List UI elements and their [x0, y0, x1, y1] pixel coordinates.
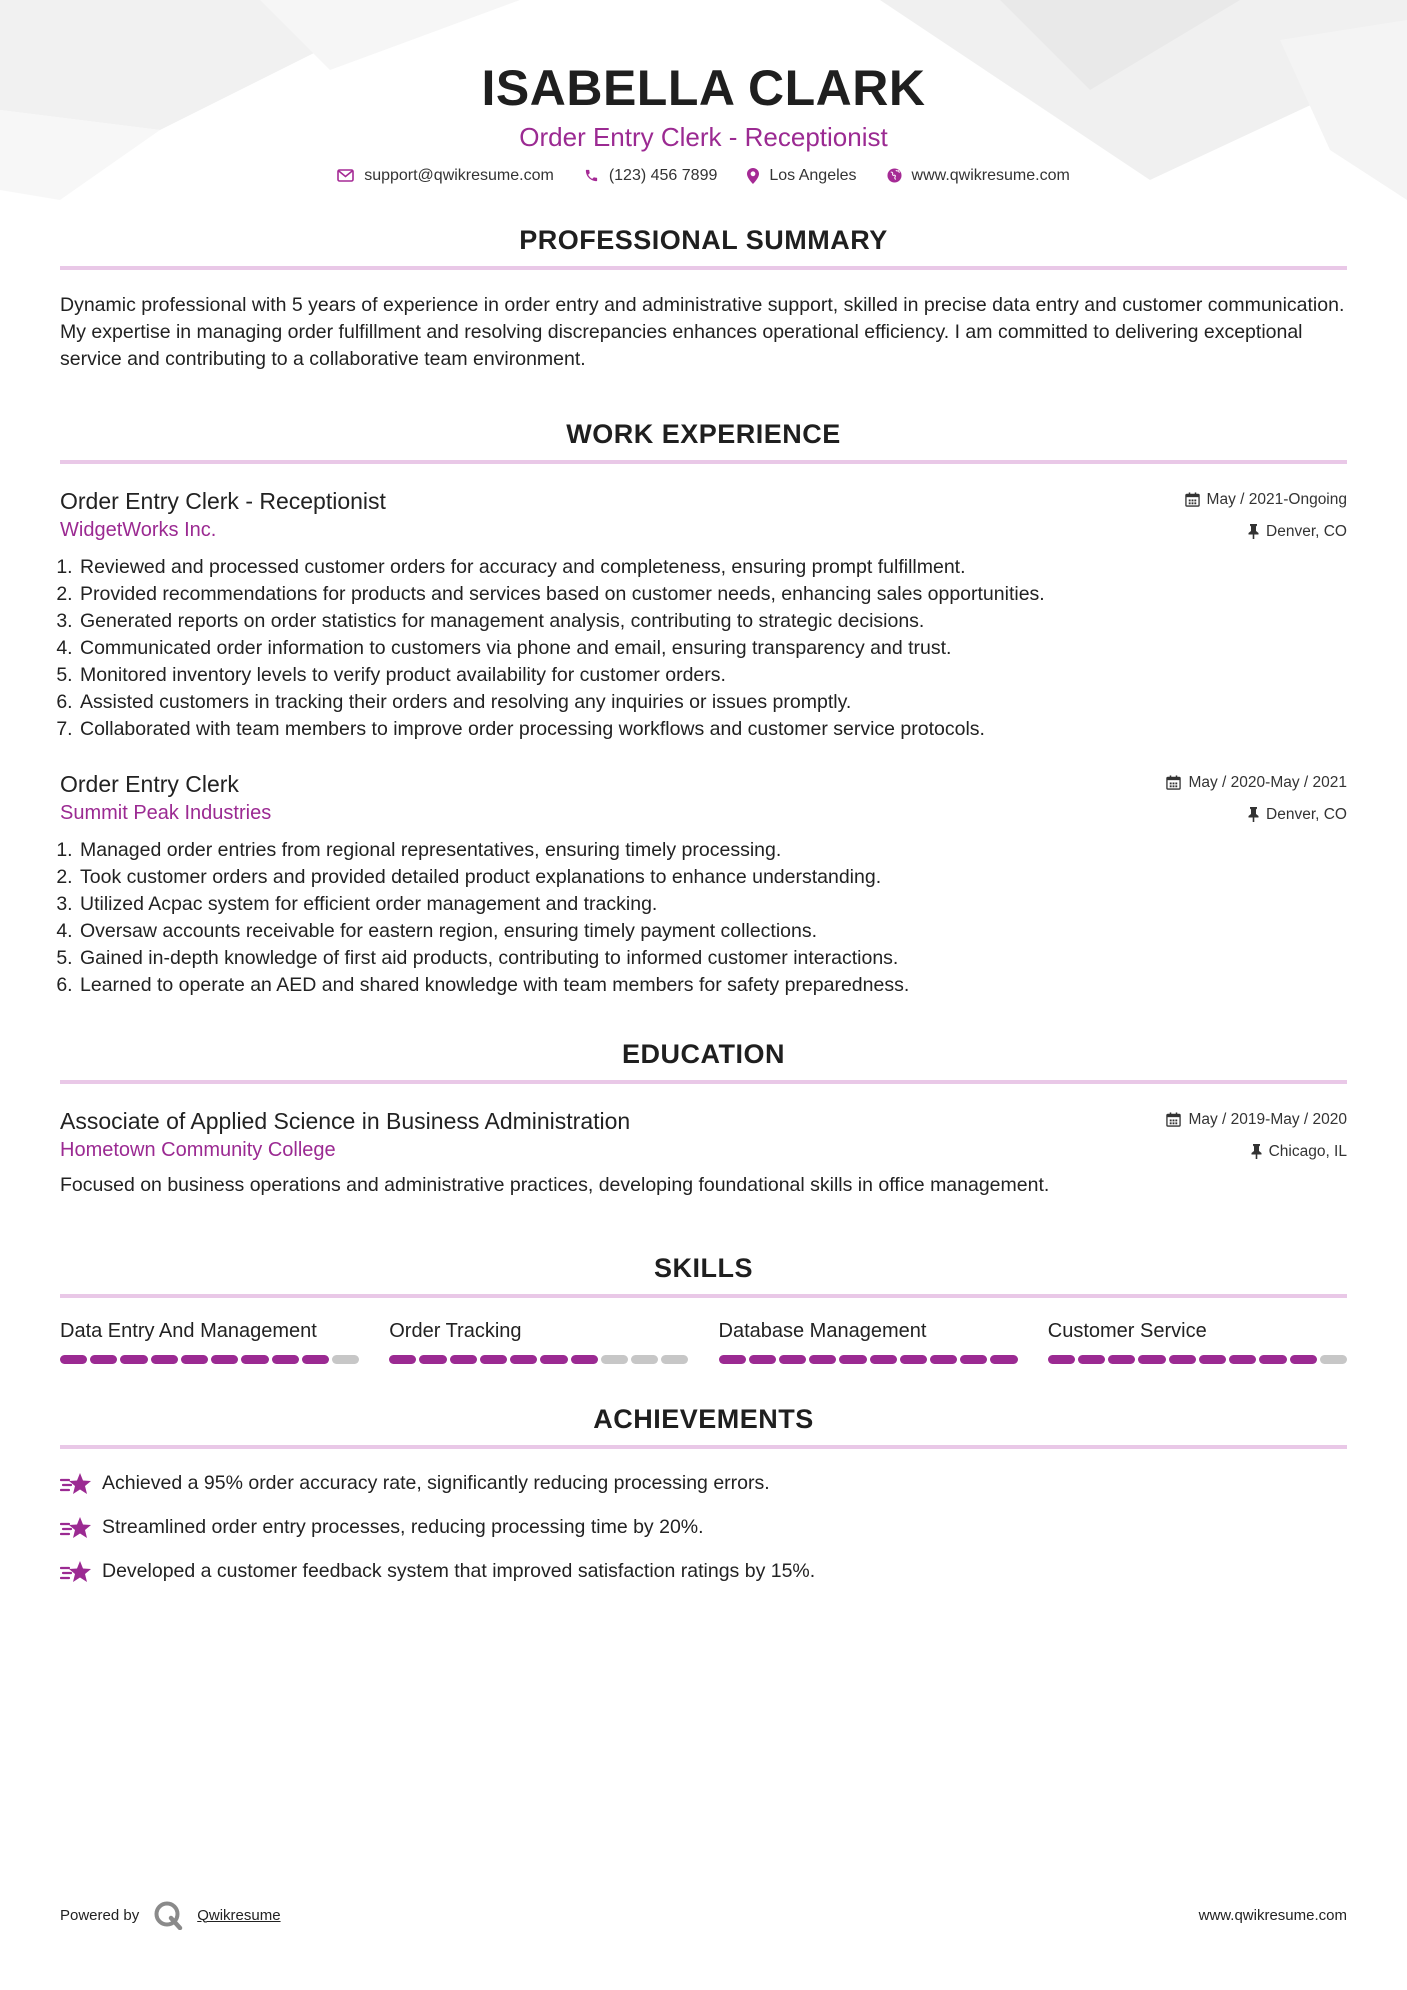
skill-level-segment: [211, 1355, 238, 1364]
qwikresume-link[interactable]: Qwikresume: [197, 1906, 281, 1924]
skill-item: [389, 1320, 688, 1364]
job-entry: [60, 486, 1347, 743]
skill-level-segment: [719, 1355, 746, 1364]
summary-heading: PROFESSIONAL SUMMARY: [60, 225, 1347, 270]
skills-section: [60, 1253, 1347, 1364]
skill-level-segment: [1078, 1355, 1105, 1364]
skill-level-segment: [1259, 1355, 1286, 1364]
education-dates: May / 2019-May / 2020: [1188, 1110, 1347, 1128]
skill-level-segment: [151, 1355, 178, 1364]
duty-item: 4. Oversaw accounts receivable for eastern region, ensuring timely payment collections.: [78, 918, 1347, 945]
contact-email[interactable]: [337, 167, 554, 185]
pushpin-icon: [1248, 524, 1259, 539]
skill-item: [719, 1320, 1018, 1364]
education-description: Focused on business operations and administrative practices, developing foundational skills in office management.: [60, 1173, 1050, 1196]
envelope-icon: [337, 169, 354, 182]
job-location: Denver, CO: [1266, 805, 1347, 823]
job-duties: [60, 554, 1347, 743]
duty-item: 1. Managed order entries from regional representatives, ensuring timely processing.: [78, 837, 1347, 864]
skill-level-segment: [930, 1355, 957, 1364]
achievement-item: [60, 1471, 1347, 1497]
powered-by: [60, 1900, 281, 1930]
duty-item: 7. Collaborated with team members to improve order processing workflows and customer service protocols.: [78, 716, 1347, 743]
experience-section: [60, 419, 1347, 999]
skill-level-segment: [1320, 1355, 1347, 1364]
skill-level-segment: [241, 1355, 268, 1364]
skill-level-bar: [719, 1355, 1018, 1364]
duty-item: 4. Communicated order information to customers via phone and email, ensuring transparency and trust.: [78, 635, 1347, 662]
education-degree: Associate of Applied Science in Business Administration: [60, 1107, 631, 1134]
education-location: Chicago, IL: [1268, 1142, 1347, 1160]
page-footer: [60, 1900, 1347, 1930]
powered-by-label: Powered by: [60, 1906, 140, 1924]
skill-level-segment: [1169, 1355, 1196, 1364]
skill-level-segment: [510, 1355, 537, 1364]
footer-website[interactable]: www.qwikresume.com: [1198, 1906, 1347, 1924]
phone-icon: [584, 168, 599, 183]
skill-level-segment: [749, 1355, 776, 1364]
achievement-text: Developed a customer feedback system that improved satisfaction ratings by 15%.: [102, 1560, 816, 1582]
skill-level-segment: [1199, 1355, 1226, 1364]
skill-level-bar: [1048, 1355, 1347, 1364]
job-company: Summit Peak Industries: [60, 801, 272, 824]
skill-name: Customer Service: [1047, 1319, 1207, 1342]
skill-level-segment: [839, 1355, 866, 1364]
calendar-icon: [1166, 1112, 1181, 1127]
contact-location-text: Los Angeles: [769, 166, 857, 184]
duty-item: 2. Provided recommendations for products and services based on customer needs, enhancing sales opportunities.: [78, 581, 1347, 608]
skill-level-segment: [809, 1355, 836, 1364]
qwikresume-logo-icon: [153, 1900, 183, 1930]
job-duties: [60, 837, 1347, 999]
skill-name: Order Tracking: [389, 1319, 522, 1342]
achievement-item: [60, 1559, 1347, 1585]
duty-item: 6. Learned to operate an AED and shared knowledge with team members for safety preparedness.: [78, 972, 1347, 999]
duty-item: 5. Monitored inventory levels to verify product availability for customer orders.: [78, 662, 1347, 689]
skill-level-segment: [1138, 1355, 1165, 1364]
job-company: WidgetWorks Inc.: [60, 518, 217, 541]
shooting-star-icon: [60, 1559, 92, 1585]
contact-location: [747, 167, 856, 185]
skill-level-segment: [60, 1355, 87, 1364]
skill-level-segment: [900, 1355, 927, 1364]
skill-item: [1048, 1320, 1347, 1364]
contact-bar: [60, 167, 1347, 185]
summary-section: [60, 225, 1347, 373]
skill-level-segment: [419, 1355, 446, 1364]
achievement-text: Streamlined order entry processes, reducing processing time by 20%.: [102, 1516, 704, 1538]
candidate-name: ISABELLA CLARK: [481, 60, 926, 116]
calendar-icon: [1185, 492, 1200, 507]
duty-item: 1. Reviewed and processed customer orders for accuracy and completeness, ensuring prompt fulfillment.: [78, 554, 1347, 581]
duty-item: 2. Took customer orders and provided detailed product explanations to enhance understanding.: [78, 864, 1347, 891]
skill-name: Database Management: [718, 1319, 927, 1342]
shooting-star-icon: [60, 1471, 92, 1497]
job-entry: [60, 769, 1347, 999]
contact-phone[interactable]: [584, 167, 718, 185]
duty-item: 5. Gained in-depth knowledge of first aid products, contributing to informed customer interactions.: [78, 945, 1347, 972]
achievements-section: [60, 1404, 1347, 1585]
globe-icon: [887, 168, 902, 183]
skill-level-segment: [332, 1355, 359, 1364]
skill-level-segment: [181, 1355, 208, 1364]
skill-level-segment: [120, 1355, 147, 1364]
contact-website[interactable]: [887, 167, 1070, 185]
skill-item: [60, 1320, 359, 1364]
skills-heading: SKILLS: [60, 1253, 1347, 1298]
skills-list: [60, 1320, 1347, 1364]
skill-level-segment: [1108, 1355, 1135, 1364]
contact-email-text: support@qwikresume.com: [364, 166, 554, 184]
skill-level-segment: [960, 1355, 987, 1364]
job-title: Order Entry Clerk: [60, 770, 239, 797]
skill-level-segment: [540, 1355, 567, 1364]
skill-level-segment: [631, 1355, 658, 1364]
duty-item: 3. Generated reports on order statistics for management analysis, contributing to strategic decisions.: [78, 608, 1347, 635]
skill-level-segment: [302, 1355, 329, 1364]
summary-text: Dynamic professional with 5 years of experience in order entry and administrative support, skilled in precise data entry and customer communication. My expertise in managing order fulfillment and resolving discrepancies enhances operational efficiency. I am committed to delivering exceptional service and contributing to a collaborative team environment.: [60, 293, 1345, 370]
achievement-text: Achieved a 95% order accuracy rate, significantly reducing processing errors.: [102, 1472, 770, 1494]
education-section: [60, 1039, 1347, 1197]
achievement-item: [60, 1515, 1347, 1541]
skill-level-segment: [1290, 1355, 1317, 1364]
map-pin-icon: [747, 168, 759, 184]
calendar-icon: [1166, 775, 1181, 790]
resume-header: [60, 0, 1347, 185]
skill-level-segment: [779, 1355, 806, 1364]
skill-level-bar: [389, 1355, 688, 1364]
skill-level-segment: [480, 1355, 507, 1364]
skill-level-segment: [1048, 1355, 1075, 1364]
achievements-heading: ACHIEVEMENTS: [60, 1404, 1347, 1449]
pushpin-icon: [1248, 807, 1259, 822]
skill-level-segment: [601, 1355, 628, 1364]
job-dates: May / 2021-Ongoing: [1206, 490, 1347, 508]
pushpin-icon: [1251, 1144, 1262, 1159]
duty-item: 3. Utilized Acpac system for efficient order management and tracking.: [78, 891, 1347, 918]
contact-phone-text: (123) 456 7899: [608, 166, 718, 184]
contact-website-text: www.qwikresume.com: [911, 166, 1070, 184]
job-location: Denver, CO: [1266, 522, 1347, 540]
skill-level-bar: [60, 1355, 359, 1364]
education-school: Hometown Community College: [60, 1138, 336, 1161]
skill-level-segment: [990, 1355, 1017, 1364]
skill-level-segment: [272, 1355, 299, 1364]
skill-name: Data Entry And Management: [60, 1319, 317, 1342]
skill-level-segment: [1229, 1355, 1256, 1364]
shooting-star-icon: [60, 1515, 92, 1541]
skill-level-segment: [450, 1355, 477, 1364]
education-heading: EDUCATION: [60, 1039, 1347, 1084]
skill-level-segment: [571, 1355, 598, 1364]
skill-level-segment: [661, 1355, 688, 1364]
skill-level-segment: [389, 1355, 416, 1364]
skill-level-segment: [870, 1355, 897, 1364]
skill-level-segment: [90, 1355, 117, 1364]
candidate-title: Order Entry Clerk - Receptionist: [519, 121, 888, 152]
experience-heading: WORK EXPERIENCE: [60, 419, 1347, 464]
job-dates: May / 2020-May / 2021: [1188, 773, 1347, 791]
duty-item: 6. Assisted customers in tracking their orders and resolving any inquiries or issues promptly.: [78, 689, 1347, 716]
job-title: Order Entry Clerk - Receptionist: [60, 487, 386, 514]
